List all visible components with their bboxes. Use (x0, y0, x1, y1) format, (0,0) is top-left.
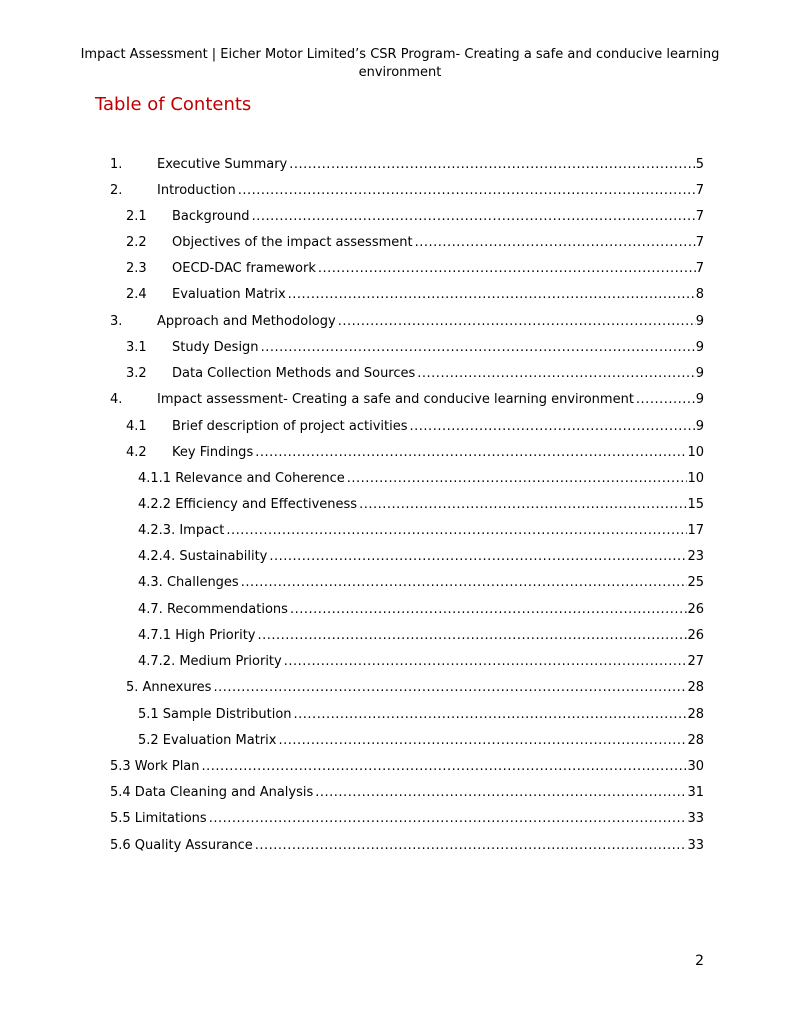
dot-leader (226, 521, 687, 541)
toc-entry-page: 9 (695, 366, 704, 381)
toc-entry[interactable] (138, 521, 704, 541)
dot-leader (269, 547, 687, 567)
toc-entry-label: Background (172, 209, 250, 224)
dot-leader (238, 181, 696, 201)
toc-entry-page: 31 (687, 785, 704, 800)
toc-entry-label: Key Findings (172, 445, 254, 460)
toc-entry-page: 28 (687, 707, 704, 722)
toc-entry[interactable] (110, 181, 704, 201)
toc-entry[interactable] (126, 285, 704, 305)
toc-entry-number: 4. (110, 392, 123, 407)
dot-leader (415, 233, 696, 253)
dot-leader (261, 338, 696, 358)
dot-leader (202, 757, 688, 777)
toc-entry[interactable] (110, 783, 704, 803)
toc-entry-page: 33 (687, 811, 704, 826)
toc-entry[interactable] (126, 364, 704, 384)
toc-entry-page: 7 (695, 209, 704, 224)
toc-entry-label: 5.1 Sample Distribution (138, 707, 292, 722)
toc-entry-number: 4.2 (126, 445, 147, 460)
dot-leader (359, 495, 687, 515)
dot-leader (410, 417, 696, 437)
toc-entry[interactable] (110, 312, 704, 332)
toc-entry-page: 26 (687, 602, 704, 617)
toc-entry[interactable] (110, 390, 704, 410)
toc-entry[interactable] (126, 233, 704, 253)
dot-leader (209, 809, 688, 829)
toc-entry-label: Executive Summary (157, 157, 288, 172)
toc-entry-label: Objectives of the impact assessment (172, 235, 413, 250)
toc-entry-page: 27 (687, 654, 704, 669)
toc-entry-label: Study Design (172, 340, 259, 355)
dot-leader (636, 390, 696, 410)
header-line-2: environment (358, 65, 442, 80)
toc-entry-label: 5.5 Limitations (110, 811, 207, 826)
dot-leader (288, 285, 696, 305)
toc-entry-page: 7 (695, 235, 704, 250)
toc-entry-label: Approach and Methodology (157, 314, 336, 329)
toc-entry[interactable] (138, 652, 704, 672)
toc-entry[interactable] (126, 417, 704, 437)
dot-leader (252, 207, 696, 227)
toc-entry-page: 7 (695, 183, 704, 198)
toc-entry-page: 8 (695, 287, 704, 302)
toc-entry-page: 28 (687, 680, 704, 695)
toc-entry-label: 5.4 Data Cleaning and Analysis (110, 785, 314, 800)
dot-leader (347, 469, 688, 489)
dot-leader (255, 836, 688, 856)
toc-entry-label: 4.7.1 High Priority (138, 628, 256, 643)
toc-entry[interactable] (138, 495, 704, 515)
toc-entry-label: 5. Annexures (126, 680, 212, 695)
toc-entry-label: 4.7.2. Medium Priority (138, 654, 282, 669)
toc-entry[interactable] (126, 338, 704, 358)
toc-entry-page: 9 (695, 392, 704, 407)
toc-entry-label: Introduction (157, 183, 236, 198)
toc-entry[interactable] (138, 469, 704, 489)
toc-entry-number: 2.3 (126, 261, 147, 276)
toc-entry[interactable] (138, 705, 704, 725)
dot-leader (255, 443, 687, 463)
toc-entry[interactable] (110, 809, 704, 829)
toc-entry-page: 9 (695, 314, 704, 329)
toc-entry-label: 5.6 Quality Assurance (110, 838, 253, 853)
toc-entry-number: 2.1 (126, 209, 147, 224)
toc-entry-number: 1. (110, 157, 123, 172)
toc-entry-page: 30 (687, 759, 704, 774)
header-line-1: Impact Assessment | Eicher Motor Limited’s CSR Program- Creating a safe and conducive learning (80, 47, 720, 62)
toc-entry-page: 33 (687, 838, 704, 853)
toc-entry[interactable] (138, 626, 704, 646)
toc-entry-page: 15 (687, 497, 704, 512)
toc-entry-number: 3. (110, 314, 123, 329)
toc-entry-number: 2. (110, 183, 123, 198)
toc-entry-page: 10 (687, 471, 704, 486)
dot-leader (258, 626, 688, 646)
dot-leader (417, 364, 695, 384)
toc-entry-page: 10 (687, 445, 704, 460)
toc-entry-label: 4.1.1 Relevance and Coherence (138, 471, 345, 486)
dot-leader (278, 731, 687, 751)
toc-entry-label: Evaluation Matrix (172, 287, 286, 302)
toc-entry-page: 28 (687, 733, 704, 748)
toc-entry-page: 25 (687, 575, 704, 590)
toc-entry-label: 4.7. Recommendations (138, 602, 288, 617)
toc-entry-number: 2.4 (126, 287, 147, 302)
toc-entry-number: 3.2 (126, 366, 147, 381)
toc-entry-label: Data Collection Methods and Sources (172, 366, 416, 381)
toc-entry[interactable] (138, 573, 704, 593)
toc-entry-label: 4.2.3. Impact (138, 523, 225, 538)
toc-entry[interactable] (110, 836, 704, 856)
dot-leader (294, 705, 688, 725)
toc-entry[interactable] (126, 678, 704, 698)
toc-entry-label: 4.2.4. Sustainability (138, 549, 268, 564)
running-header (80, 46, 720, 82)
dot-leader (290, 600, 688, 620)
toc-entry-page: 9 (695, 419, 704, 434)
toc-entry-label: 4.2.2 Efficiency and Effectiveness (138, 497, 358, 512)
toc-entry-label: Impact assessment- Creating a safe and conducive learning environment (157, 392, 634, 407)
toc-entry-page: 5 (695, 157, 704, 172)
dot-leader (289, 155, 695, 175)
dot-leader (318, 259, 696, 279)
toc-entry[interactable] (126, 443, 704, 463)
toc-entry-number: 4.1 (126, 419, 147, 434)
toc-entry-label: 4.3. Challenges (138, 575, 239, 590)
dot-leader (241, 573, 688, 593)
toc-entry[interactable] (138, 600, 704, 620)
toc-entry[interactable] (110, 757, 704, 777)
dot-leader (338, 312, 696, 332)
toc-entry-label: Brief description of project activities (172, 419, 408, 434)
dot-leader (213, 678, 687, 698)
dot-leader (284, 652, 688, 672)
toc-entry-page: 23 (687, 549, 704, 564)
toc-entry-page: 9 (695, 340, 704, 355)
toc-entry-page: 26 (687, 628, 704, 643)
toc-entry[interactable] (110, 155, 704, 175)
toc-entry-label: 5.3 Work Plan (110, 759, 200, 774)
toc-entry[interactable] (126, 207, 704, 227)
toc-entry-number: 3.1 (126, 340, 147, 355)
toc-title: Table of Contents (95, 94, 252, 115)
toc-entry[interactable] (138, 547, 704, 567)
toc-entry-page: 17 (687, 523, 704, 538)
toc-entry-label: OECD-DAC framework (172, 261, 316, 276)
toc-entry[interactable] (126, 259, 704, 279)
toc-entry[interactable] (138, 731, 704, 751)
dot-leader (315, 783, 687, 803)
toc-entry-label: 5.2 Evaluation Matrix (138, 733, 277, 748)
toc-entry-page: 7 (695, 261, 704, 276)
page-number: 2 (695, 953, 704, 969)
toc-entry-number: 2.2 (126, 235, 147, 250)
